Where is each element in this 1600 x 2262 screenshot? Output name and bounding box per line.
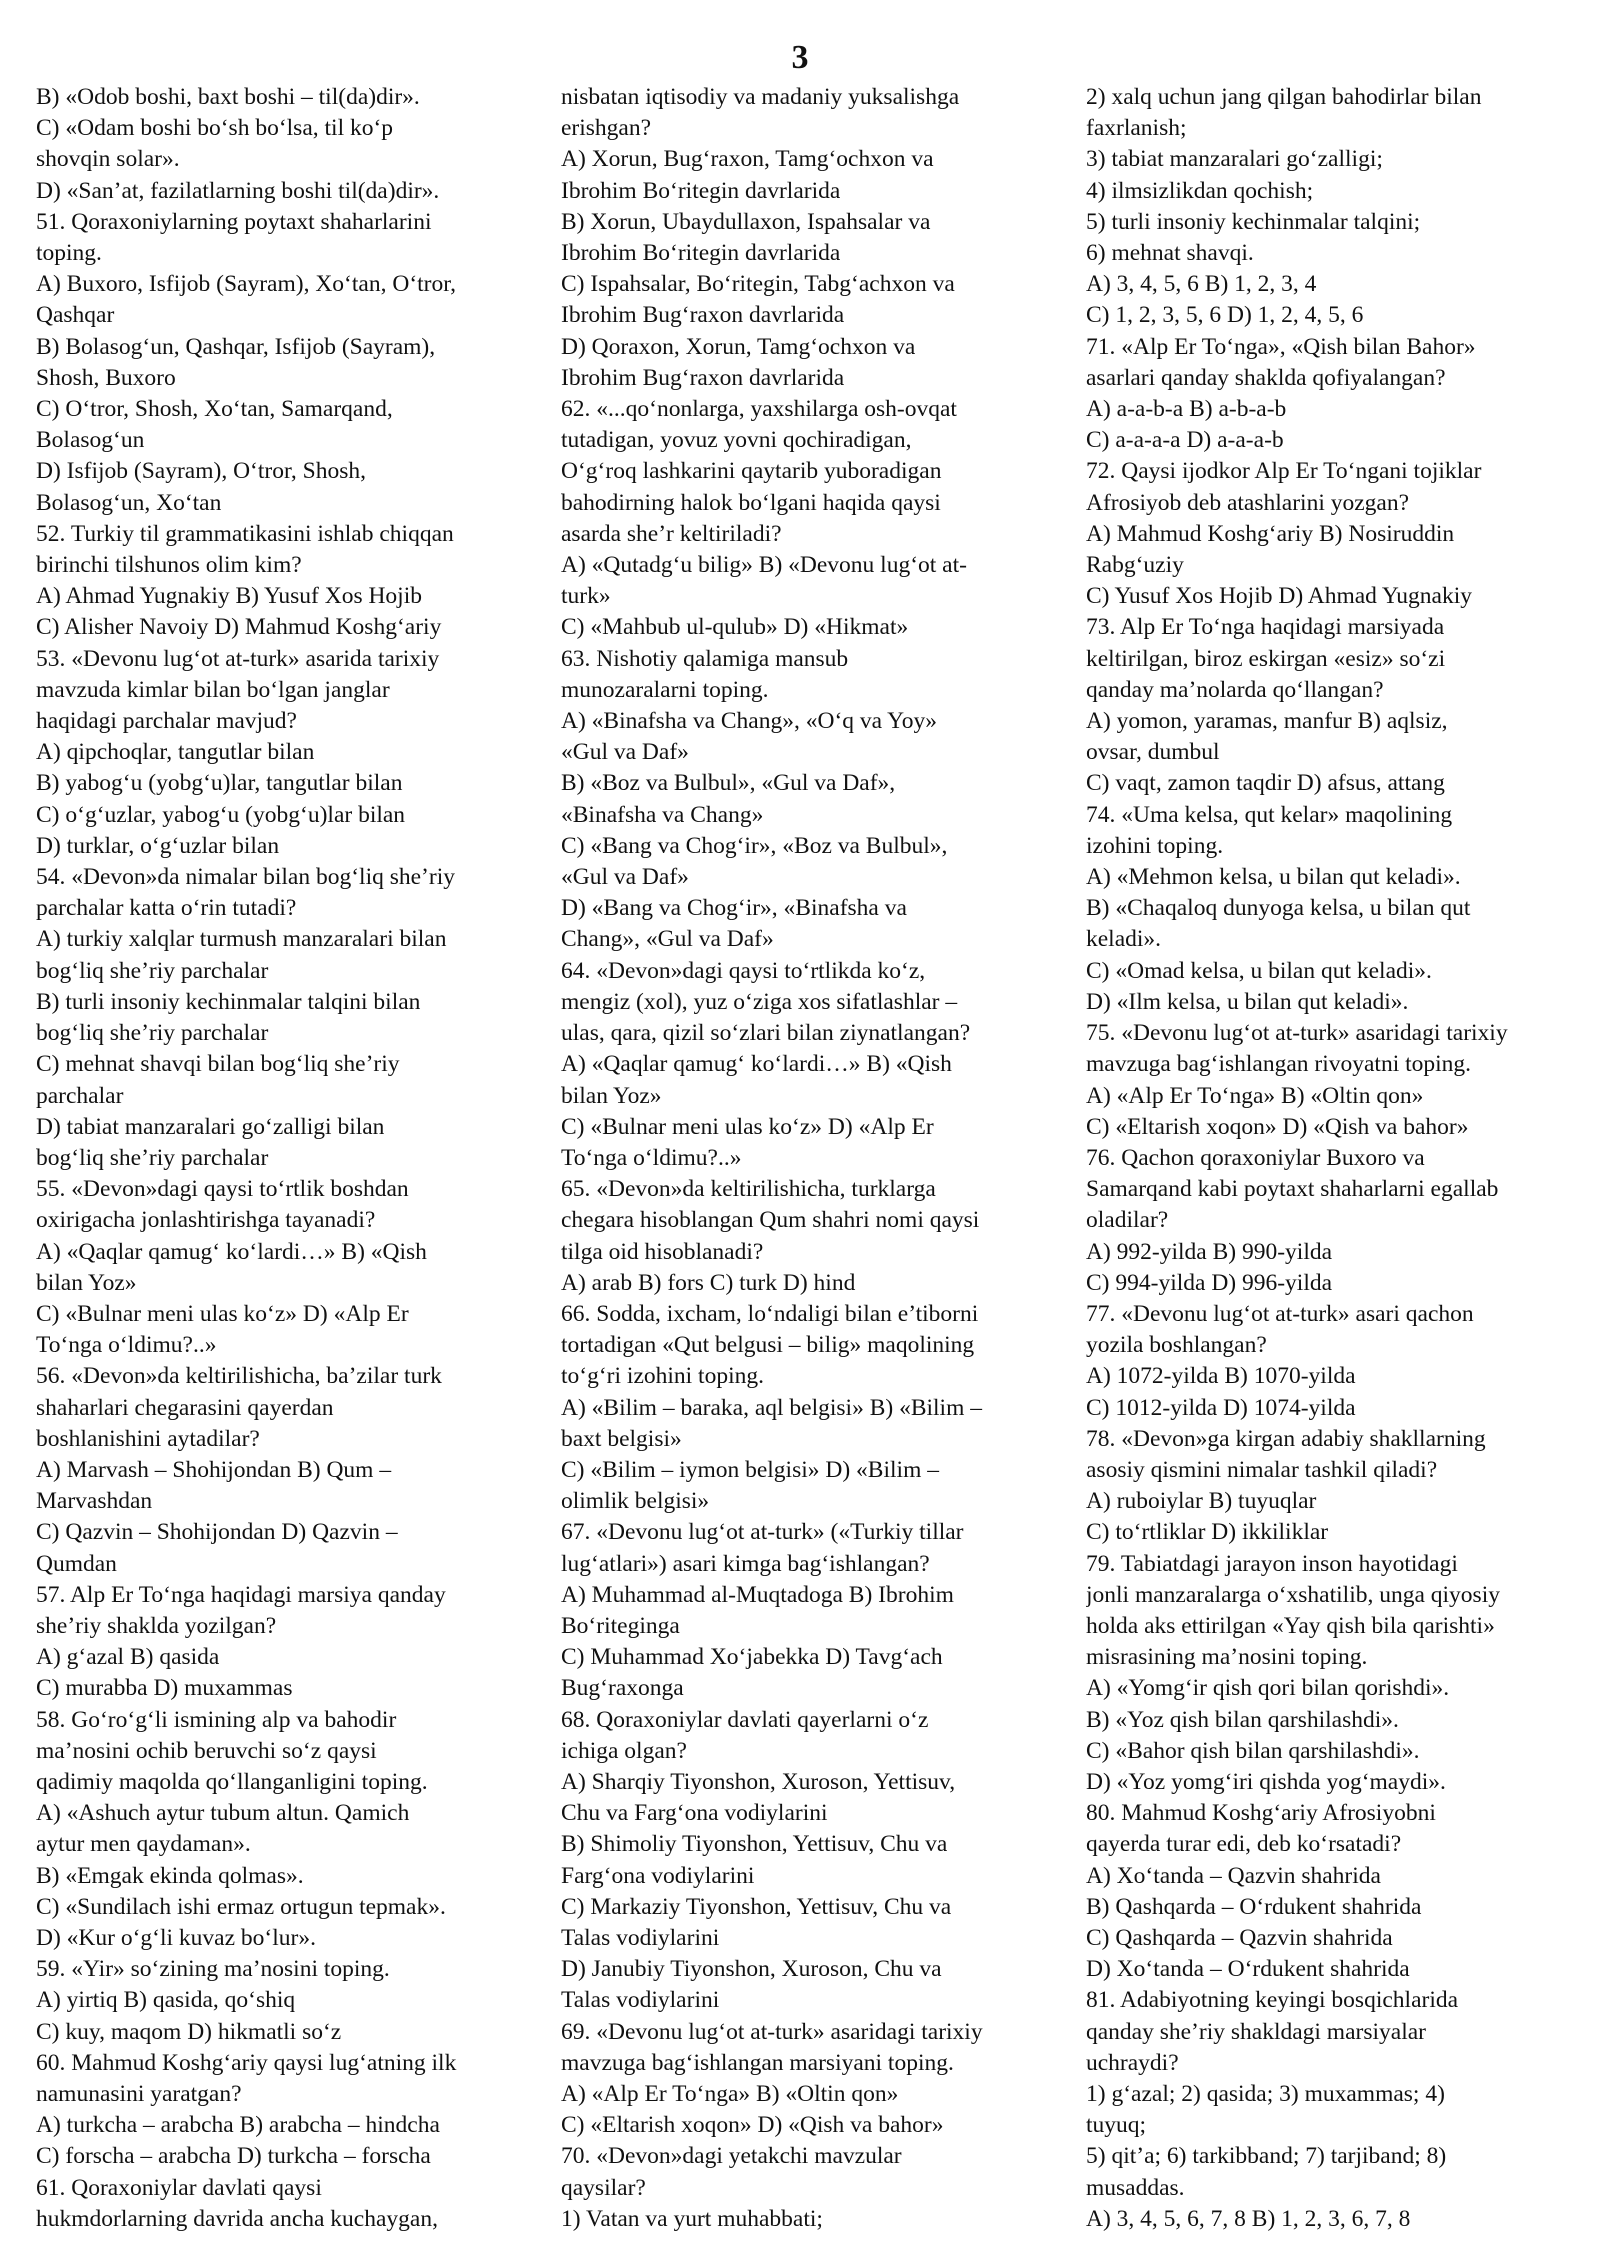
text-line: 73. Alp Er To‘nga haqidagi marsiyada	[1086, 614, 1445, 641]
text-line: jonli manzaralarga o‘xshatilib, unga qiyosiy	[1086, 1581, 1500, 1608]
text-line: shaharlari chegarasini qayerdan	[36, 1394, 334, 1421]
text-line: musaddas.	[1086, 2174, 1185, 2201]
text-line: 53. «Devonu lug‘ot at-turk» asarida tarixiy	[36, 645, 440, 672]
text-line: A) qipchoqlar, tangutlar bilan	[36, 739, 315, 766]
text-line: boshlanishini aytadilar?	[36, 1425, 260, 1452]
text-line: mavzuga bag‘ishlangan marsiyani toping.	[561, 2049, 954, 2076]
text-line: qanday ma’nolarda qo‘llangan?	[1086, 676, 1384, 703]
text-line: Shosh, Buxoro	[36, 364, 176, 391]
text-line: 75. «Devonu lug‘ot at-turk» asaridagi tarixiy	[1086, 1020, 1508, 1047]
text-line: 79. Tabiatdagi jarayon inson hayotidagi	[1086, 1550, 1458, 1577]
text-line: B) «Odob boshi, baxt boshi – til(da)dir».	[36, 84, 420, 110]
text-line: 4) ilmsizlikdan qochish;	[1086, 177, 1314, 204]
column-left	[36, 82, 518, 2235]
text-line: C) «Odam boshi bo‘sh bo‘lsa, til ko‘p	[36, 115, 394, 142]
column-right	[1086, 82, 1568, 2235]
text-line: C) Yusuf Xos Hojib D) Ahmad Yugnakiy	[1086, 583, 1472, 610]
text-line: A) Ahmad Yugnakiy B) Yusuf Xos Hojib	[36, 583, 422, 610]
text-line: D) «San’at, fazilatlarning boshi til(da)dir».	[36, 177, 440, 204]
text-line: D) «Ilm kelsa, u bilan qut keladi».	[1086, 988, 1409, 1015]
text-line: C) to‘rtliklar D) ikkiliklar	[1086, 1519, 1329, 1546]
text-line: C) «Eltarish xoqon» D) «Qish va bahor»	[1086, 1113, 1469, 1140]
text-line: nisbatan iqtisodiy va madaniy yuksalishga	[561, 84, 960, 110]
text-line: C) «Bilim – iymon belgisi» D) «Bilim –	[561, 1456, 939, 1483]
text-line: B) yabog‘u (yobg‘u)lar, tangutlar bilan	[36, 770, 403, 797]
text-line: O‘g‘roq lashkarini qaytarib yuboradigan	[561, 458, 942, 485]
text-line: 63. Nishotiy qalamiga mansub	[561, 645, 849, 672]
text-line: A) «Qaqlar qamug‘ ko‘lardi…» B) «Qish	[36, 1238, 427, 1265]
text-line: C) «Eltarish xoqon» D) «Qish va bahor»	[561, 2112, 944, 2139]
text-line: 80. Mahmud Koshg‘ariy Afrosiyobni	[1086, 1800, 1436, 1827]
text-line: A) Muhammad al-Muqtadoga B) Ibrohim	[561, 1581, 954, 1608]
text-line: C) mehnat shavqi bilan bog‘liq she’riy	[36, 1051, 400, 1078]
text-line: 62. «...qo‘nonlarga, yaxshilarga osh-ovqat	[561, 396, 957, 423]
text-line: bilan Yoz»	[561, 1082, 662, 1109]
text-line: mavzuga bag‘ishlangan rivoyatni toping.	[1086, 1051, 1472, 1078]
text-line: D) «Bang va Chog‘ir», «Binafsha va	[561, 895, 907, 922]
text-line: tilga oid hisoblanadi?	[561, 1238, 764, 1265]
text-line: B) Qashqarda – O‘rdukent shahrida	[1086, 1893, 1422, 1920]
text-line: A) Buxoro, Isfijob (Sayram), Xo‘tan, O‘tror,	[36, 271, 457, 298]
text-line: B) «Chaqaloq dunyoga kelsa, u bilan qut	[1086, 895, 1471, 922]
text-line: qanday she’riy shakldagi marsiyalar	[1086, 2018, 1426, 2045]
text-line: C) vaqt, zamon taqdir D) afsus, attang	[1086, 770, 1445, 797]
text-line: asarda she’r keltiriladi?	[561, 520, 782, 547]
text-line: 56. «Devon»da keltirilishicha, ba’zilar turk	[36, 1363, 442, 1390]
text-line: toping.	[36, 240, 102, 267]
text-line: keltirilgan, biroz eskirgan «esiz» so‘zi	[1086, 645, 1446, 672]
text-line: C) o‘g‘uzlar, yabog‘u (yobg‘u)lar bilan	[36, 801, 406, 828]
text-line: A) «Binafsha va Chang», «O‘q va Yoy»	[561, 708, 937, 735]
text-line: 77. «Devonu lug‘ot at-turk» asari qachon	[1086, 1300, 1474, 1327]
text-line: C) Ispahsalar, Bo‘ritegin, Tabg‘achxon va	[561, 271, 955, 298]
text-line: D) «Yoz yomg‘iri qishda yog‘maydi».	[1086, 1768, 1446, 1795]
text-line: A) Xo‘tanda – Qazvin shahrida	[1086, 1862, 1381, 1889]
text-line: B) «Emgak ekinda qolmas».	[36, 1862, 304, 1889]
text-line: A) «Alp Er To‘nga» B) «Oltin qon»	[1086, 1082, 1424, 1109]
text-line: B) Shimoliy Tiyonshon, Yettisuv, Chu va	[561, 1831, 948, 1858]
text-line: 52. Turkiy til grammatikasini ishlab chiqqan	[36, 520, 454, 547]
text-line: 72. Qaysi ijodkor Alp Er To‘ngani tojiklar	[1086, 458, 1482, 485]
text-line: 64. «Devon»dagi qaysi to‘rtlikda ko‘z,	[561, 957, 926, 984]
text-line: A) g‘azal B) qasida	[36, 1644, 220, 1671]
text-line: D) Janubiy Tiyonshon, Xuroson, Chu va	[561, 1956, 942, 1983]
text-line: A) «Alp Er To‘nga» B) «Oltin qon»	[561, 2081, 899, 2107]
text-line: A) ruboiylar B) tuyuqlar	[1086, 1488, 1317, 1515]
text-line: «Gul va Daf»	[561, 864, 689, 891]
text-line: C) Markaziy Tiyonshon, Yettisuv, Chu va	[561, 1893, 952, 1920]
text-line: oxirigacha jonlashtirishga tayanadi?	[36, 1207, 376, 1234]
text-line: 69. «Devonu lug‘ot at-turk» asaridagi tarixiy	[561, 2018, 983, 2045]
text-line: she’riy shaklda yozilgan?	[36, 1612, 277, 1639]
text-line: 68. Qoraxoniylar davlati qayerlarni o‘z	[561, 1706, 929, 1733]
text-line: 61. Qoraxoniylar davlati qaysi	[36, 2174, 322, 2201]
text-line: D) tabiat manzaralari go‘zalligi bilan	[36, 1113, 385, 1140]
text-line: faxrlanish;	[1086, 115, 1187, 142]
text-line: 81. Adabiyotning keyingi bosqichlarida	[1086, 1987, 1459, 2014]
text-line: Qumdan	[36, 1550, 117, 1577]
text-line: birinchi tilshunos olim kim?	[36, 552, 302, 579]
text-line: Ibrohim Bo‘ritegin davrlarida	[561, 240, 841, 267]
text-line: ichiga olgan?	[561, 1737, 687, 1764]
text-line: C) Qashqarda – Qazvin shahrida	[1086, 1924, 1393, 1951]
text-line: izohini toping.	[1086, 832, 1224, 859]
text-line: bog‘liq she’riy parchalar	[36, 1144, 269, 1171]
text-line: C) 1, 2, 3, 5, 6 D) 1, 2, 4, 5, 6	[1086, 302, 1364, 329]
text-line: 58. Go‘ro‘g‘li ismining alp va bahodir	[36, 1706, 397, 1733]
page-number: 3	[791, 39, 809, 76]
text-line: C) «Mahbub ul-qulub» D) «Hikmat»	[561, 614, 909, 641]
text-line: C) «Bulnar meni ulas ko‘z» D) «Alp Er	[561, 1113, 934, 1140]
text-line: ulas, qara, qizil so‘zlari bilan ziynatlangan?	[561, 1020, 971, 1047]
text-line: bilan Yoz»	[36, 1269, 137, 1296]
text-line: B) Xorun, Ubaydullaxon, Ispahsalar va	[561, 208, 931, 235]
text-line: bahodirning halok bo‘lgani haqida qaysi	[561, 489, 941, 516]
text-line: Chu va Farg‘ona vodiylarini	[561, 1800, 828, 1827]
text-line: Talas vodiylarini	[561, 1924, 720, 1951]
text-line: Rabg‘uziy	[1086, 552, 1184, 579]
text-line: uchraydi?	[1086, 2049, 1179, 2076]
text-line: asarlari qanday shaklda qofiyalangan?	[1086, 364, 1446, 391]
text-line: A) arab B) fors C) turk D) hind	[561, 1269, 856, 1296]
text-line: ma’nosini ochib beruvchi so‘z qaysi	[36, 1737, 377, 1764]
text-line: A) «Mehmon kelsa, u bilan qut keladi».	[1086, 864, 1461, 891]
text-line: bog‘liq she’riy parchalar	[36, 1020, 269, 1047]
text-line: A) turkiy xalqlar turmush manzaralari bilan	[36, 926, 447, 953]
text-line: D) Isfijob (Sayram), O‘tror, Shosh,	[36, 458, 366, 485]
text-line: 76. Qachon qoraxoniylar Buxoro va	[1086, 1144, 1425, 1171]
text-line: Bug‘raxonga	[561, 1675, 684, 1702]
text-line: A) 992-yilda B) 990-yilda	[1086, 1238, 1333, 1265]
text-line: «Gul va Daf»	[561, 739, 689, 766]
text-line: Qashqar	[36, 302, 115, 329]
text-line: D) Qoraxon, Xorun, Tamg‘ochxon va	[561, 333, 916, 360]
text-line: aytur men qaydaman».	[36, 1831, 251, 1858]
text-line: A) «Ashuch aytur tubum altun. Qamich	[36, 1800, 410, 1827]
text-line: 3) tabiat manzaralari go‘zalligi;	[1086, 146, 1383, 173]
text-line: Ibrohim Bug‘raxon davrlarida	[561, 364, 845, 391]
text-line: mavzuda kimlar bilan bo‘lgan janglar	[36, 676, 390, 703]
text-line: C) «Bang va Chog‘ir», «Boz va Bulbul»,	[561, 832, 948, 859]
column-middle	[561, 82, 1043, 2235]
text-line: Talas vodiylarini	[561, 1987, 720, 2014]
text-line: C) Alisher Navoiy D) Mahmud Koshg‘ariy	[36, 614, 442, 641]
text-line: To‘nga o‘ldimu?..»	[561, 1144, 742, 1171]
text-line: turk»	[561, 583, 611, 610]
text-line: C) Muhammad Xo‘jabekka D) Tavg‘ach	[561, 1644, 943, 1671]
text-line: 55. «Devon»dagi qaysi to‘rtlik boshdan	[36, 1176, 409, 1203]
text-line: 54. «Devon»da nimalar bilan bog‘liq she’riy	[36, 864, 455, 891]
text-line: C) «Bahor qish bilan qarshilashdi».	[1086, 1737, 1420, 1764]
text-line: 67. «Devonu lug‘ot at-turk» («Turkiy tillar	[561, 1519, 964, 1546]
text-line: Ibrohim Bo‘ritegin davrlarida	[561, 177, 841, 204]
text-line: A) 3, 4, 5, 6, 7, 8 B) 1, 2, 3, 6, 7, 8	[1086, 2205, 1411, 2232]
text-line: munozaralarni toping.	[561, 676, 769, 703]
text-line: C) «Sundilach ishi ermaz ortugun tepmak».	[36, 1893, 446, 1920]
text-line: tutadigan, yovuz yovni qochiradigan,	[561, 427, 912, 454]
text-line: lug‘atlari») asari kimga bag‘ishlangan?	[561, 1550, 930, 1577]
text-line: A) a-a-b-a B) a-b-a-b	[1086, 396, 1287, 423]
text-line: yozila boshlangan?	[1086, 1332, 1267, 1359]
text-line: A) «Qutadg‘u bilig» B) «Devonu lug‘ot at-	[561, 552, 967, 579]
text-line: Bo‘riteginga	[561, 1612, 680, 1639]
text-line: erishgan?	[561, 115, 652, 142]
text-line: chegara hisoblangan Qum shahri nomi qaysi	[561, 1207, 980, 1234]
text-line: A) yomon, yaramas, manfur B) aqlsiz,	[1086, 708, 1448, 735]
text-line: hukmdorlarning davrida ancha kuchaygan,	[36, 2205, 438, 2232]
text-line: 6) mehnat shavqi.	[1086, 240, 1254, 267]
text-line: D) turklar, o‘g‘uzlar bilan	[36, 832, 280, 859]
text-line: 1) g‘azal; 2) qasida; 3) muxammas; 4)	[1086, 2081, 1445, 2107]
text-line: namunasini yaratgan?	[36, 2081, 242, 2107]
text-line: parchalar katta o‘rin tutadi?	[36, 895, 297, 922]
text-line: 70. «Devon»dagi yetakchi mavzular	[561, 2143, 902, 2170]
text-line: A) «Yomg‘ir qish qori bilan qorishdi».	[1086, 1675, 1450, 1702]
text-line: C) murabba D) muxammas	[36, 1675, 293, 1702]
text-line: B) Bolasog‘un, Qashqar, Isfijob (Sayram),	[36, 333, 436, 360]
text-line: Bolasog‘un	[36, 427, 145, 454]
text-line: mengiz (xol), yuz o‘ziga xos sifatlashlar –	[561, 988, 958, 1015]
text-line: A) turkcha – arabcha B) arabcha – hindcha	[36, 2112, 440, 2139]
text-line: 1) Vatan va yurt muhabbati;	[561, 2205, 823, 2232]
text-line: holda aks ettirilgan «Yay qish bila qarishti»	[1086, 1612, 1495, 1639]
text-line: Ibrohim Bug‘raxon davrlarida	[561, 302, 845, 329]
text-line: A) 1072-yilda B) 1070-yilda	[1086, 1363, 1356, 1390]
text-line: A) yirtiq B) qasida, qo‘shiq	[36, 1987, 296, 2014]
text-line: 59. «Yir» so‘zining ma’nosini toping.	[36, 1956, 390, 1983]
text-line: 74. «Uma kelsa, qut kelar» maqolining	[1086, 801, 1453, 828]
text-line: A) «Bilim – baraka, aql belgisi» B) «Bilim –	[561, 1394, 982, 1421]
text-line: Afrosiyob deb atashlarini yozgan?	[1086, 489, 1410, 516]
text-line: To‘nga o‘ldimu?..»	[36, 1332, 217, 1359]
text-line: Chang», «Gul va Daf»	[561, 926, 774, 953]
text-line: A) 3, 4, 5, 6 B) 1, 2, 3, 4	[1086, 271, 1317, 298]
text-line: C) Qazvin – Shohijondan D) Qazvin –	[36, 1519, 398, 1546]
text-line: B) turli insoniy kechinmalar talqini bilan	[36, 988, 421, 1015]
text-line: D) «Kur o‘g‘li kuvaz bo‘lur».	[36, 1924, 316, 1951]
text-line: ovsar, dumbul	[1086, 739, 1220, 766]
text-line: 2) xalq uchun jang qilgan bahodirlar bilan	[1086, 84, 1482, 110]
text-line: keladi».	[1086, 926, 1162, 953]
text-line: 71. «Alp Er To‘nga», «Qish bilan Bahor»	[1086, 333, 1476, 360]
text-line: B) «Boz va Bulbul», «Gul va Daf»,	[561, 770, 896, 797]
text-line: 66. Sodda, ixcham, lo‘ndaligi bilan e’tiborni	[561, 1300, 979, 1327]
text-line: qaysilar?	[561, 2174, 646, 2201]
text-line: C) forscha – arabcha D) turkcha – forscha	[36, 2143, 431, 2170]
text-line: «Binafsha va Chang»	[561, 801, 764, 828]
text-line: C) 1012-yilda D) 1074-yilda	[1086, 1394, 1356, 1421]
text-line: C) 994-yilda D) 996-yilda	[1086, 1269, 1333, 1296]
text-line: 5) qit’a; 6) tarkibband; 7) tarjiband; 8)	[1086, 2143, 1447, 2170]
text-line: A) «Qaqlar qamug‘ ko‘lardi…» B) «Qish	[561, 1051, 952, 1078]
text-line: Bolasog‘un, Xo‘tan	[36, 489, 222, 516]
text-line: 57. Alp Er To‘nga haqidagi marsiya qanday	[36, 1581, 446, 1608]
text-line: baxt belgisi»	[561, 1425, 682, 1452]
text-line: A) Marvash – Shohijondan B) Qum –	[36, 1456, 392, 1483]
text-line: D) Xo‘tanda – O‘rdukent shahrida	[1086, 1956, 1410, 1983]
text-line: C) O‘tror, Shosh, Xo‘tan, Samarqand,	[36, 396, 393, 423]
text-line: tuyuq;	[1086, 2112, 1147, 2139]
text-line: qadimiy maqolda qo‘llanganligini toping.	[36, 1768, 428, 1795]
text-line: Samarqand kabi poytaxt shaharlarni egallab	[1086, 1176, 1499, 1203]
text-line: oladilar?	[1086, 1207, 1169, 1234]
text-line: C) kuy, maqom D) hikmatli so‘z	[36, 2018, 342, 2045]
text-line: olimlik belgisi»	[561, 1488, 710, 1515]
text-line: haqidagi parchalar mavjud?	[36, 708, 297, 735]
text-line: Marvashdan	[36, 1488, 153, 1515]
text-line: 65. «Devon»da keltirilishicha, turklarga	[561, 1176, 936, 1203]
text-line: Farg‘ona vodiylarini	[561, 1862, 755, 1889]
text-line: C) a-a-a-a D) a-a-a-b	[1086, 427, 1284, 454]
text-line: 51. Qoraxoniylarning poytaxt shaharlarini	[36, 208, 432, 235]
text-line: bog‘liq she’riy parchalar	[36, 957, 269, 984]
text-line: shovqin solar».	[36, 146, 180, 173]
text-line: tortadigan «Qut belgusi – bilig» maqolining	[561, 1332, 975, 1359]
text-line: B) «Yoz qish bilan qarshilashdi».	[1086, 1706, 1399, 1733]
text-line: asosiy qismini nimalar tashkil qiladi?	[1086, 1456, 1438, 1483]
text-line: C) «Bulnar meni ulas ko‘z» D) «Alp Er	[36, 1300, 409, 1327]
text-line: qayerda turar edi, deb ko‘rsatadi?	[1086, 1831, 1402, 1858]
text-line: 5) turli insoniy kechinmalar talqini;	[1086, 208, 1421, 235]
text-line: A) Mahmud Koshg‘ariy B) Nosiruddin	[1086, 520, 1455, 547]
text-line: to‘g‘ri izohini toping.	[561, 1363, 764, 1390]
text-line: misrasining ma’nosini toping.	[1086, 1644, 1368, 1671]
text-line: A) Xorun, Bug‘raxon, Tamg‘ochxon va	[561, 146, 934, 173]
text-line: parchalar	[36, 1082, 124, 1109]
text-line: C) «Omad kelsa, u bilan qut keladi».	[1086, 957, 1432, 984]
text-line: A) Sharqiy Tiyonshon, Xuroson, Yettisuv,	[561, 1768, 956, 1795]
text-columns	[36, 82, 1576, 2242]
text-line: 60. Mahmud Koshg‘ariy qaysi lug‘atning ilk	[36, 2049, 457, 2076]
text-line: 78. «Devon»ga kirgan adabiy shakllarning	[1086, 1425, 1486, 1452]
